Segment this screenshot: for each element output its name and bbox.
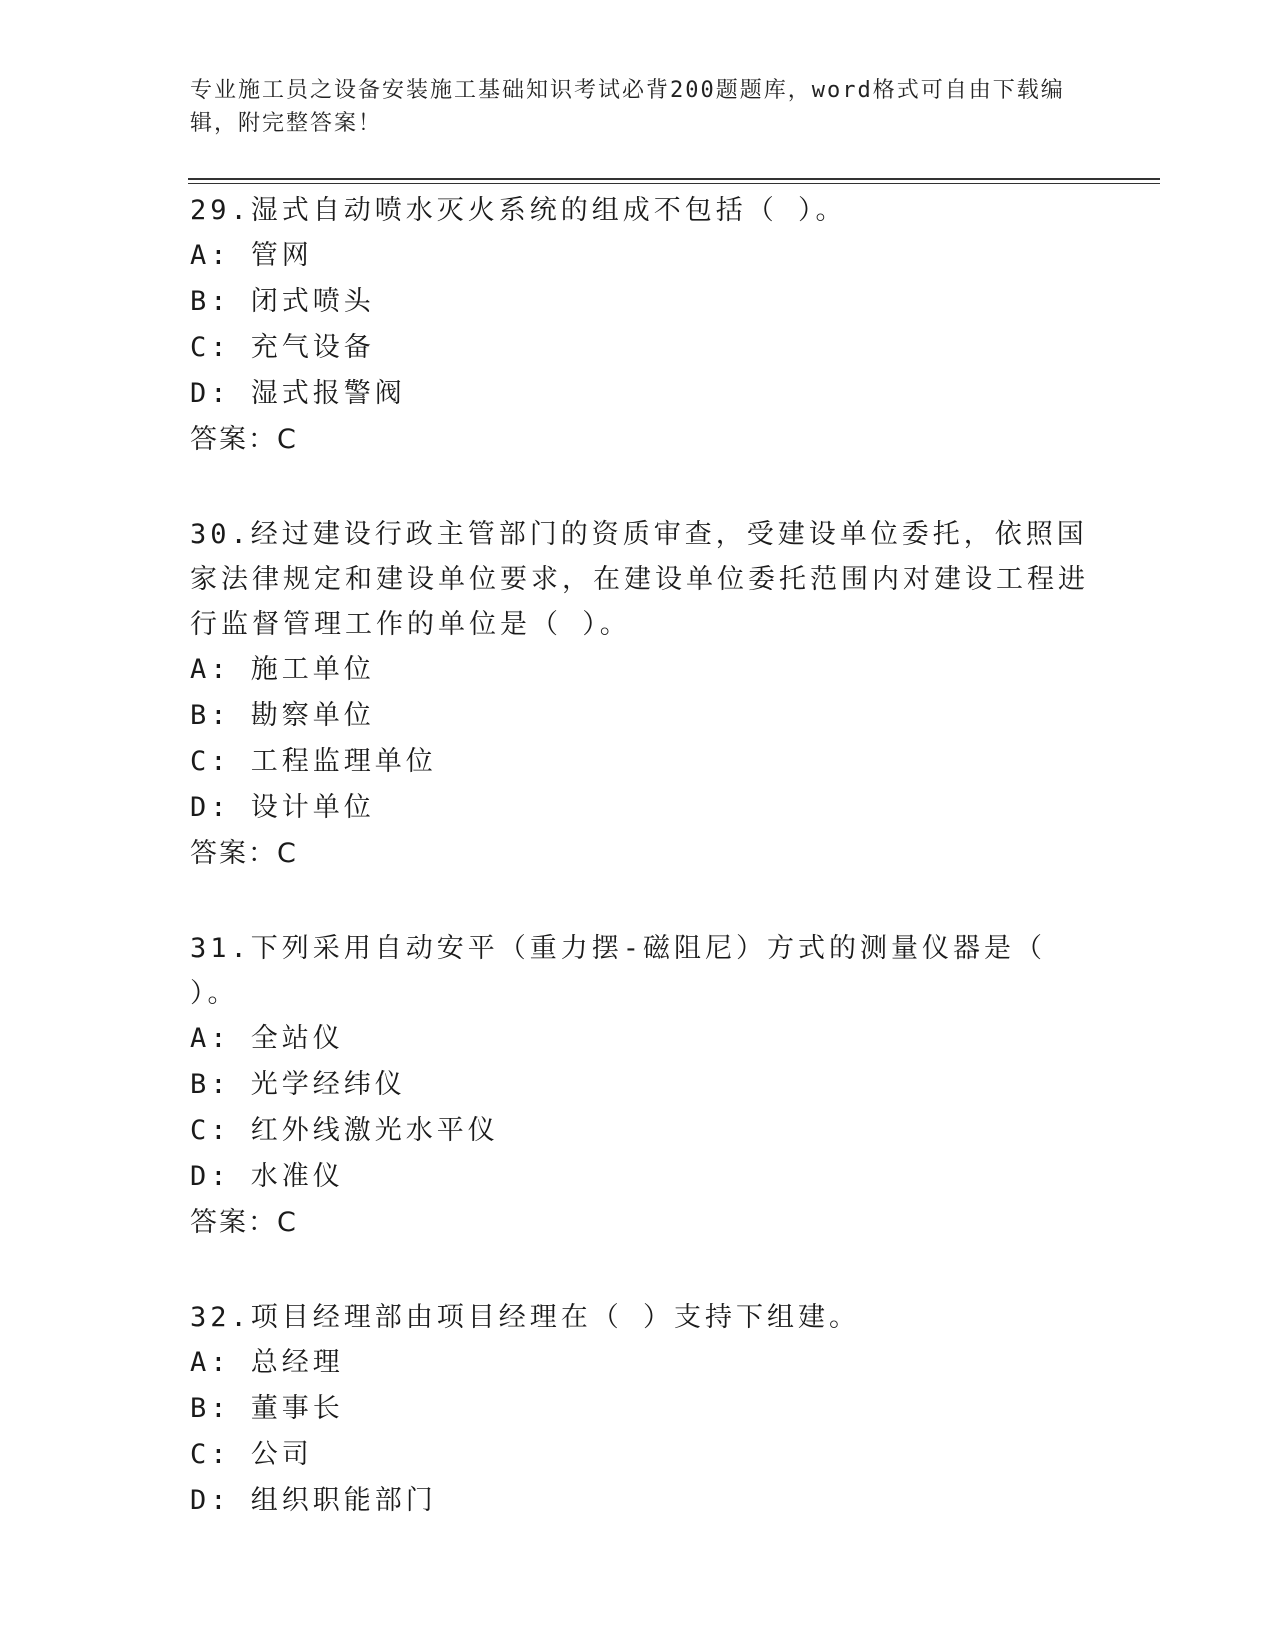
- option-d: D: 湿式报警阀: [190, 378, 406, 409]
- option-a: A: 全站仪: [190, 1023, 344, 1054]
- document-header: [190, 74, 1080, 140]
- question-text: 31.下列采用自动安平（重力摆-磁阻尼）方式的测量仪器是（ ）。: [190, 933, 1047, 1009]
- option-b: B: 董事长: [190, 1393, 344, 1424]
- option-a: A: 总经理: [190, 1347, 344, 1378]
- question-29: [190, 188, 1090, 463]
- answer: 答案：C: [190, 424, 298, 455]
- question-list: [190, 188, 1090, 1573]
- option-a: A: 施工单位: [190, 654, 375, 685]
- question-text: 30.经过建设行政主管部门的资质审查，受建设单位委托，依照国家法律规定和建设单位要求，在建设单位委托范围内对建设工程进行监督管理工作的单位是（ ）。: [190, 519, 1089, 640]
- question-text: 29.湿式自动喷水灭火系统的组成不包括（ ）。: [190, 195, 847, 226]
- option-d: D: 组织职能部门: [190, 1485, 437, 1516]
- option-c: C: 工程监理单位: [190, 746, 437, 777]
- option-c: C: 公司: [190, 1439, 313, 1470]
- option-d: D: 水准仪: [190, 1161, 344, 1192]
- question-31: [190, 926, 1090, 1246]
- option-d: D: 设计单位: [190, 792, 375, 823]
- option-b: B: 闭式喷头: [190, 286, 375, 317]
- option-a: A: 管网: [190, 240, 313, 271]
- question-text: 32.项目经理部由项目经理在（ ）支持下组建。: [190, 1302, 861, 1333]
- answer: 答案：C: [190, 838, 298, 869]
- answer: 答案：C: [190, 1207, 298, 1238]
- header-divider: [188, 178, 1160, 184]
- question-30: [190, 512, 1090, 877]
- header-title: 专业施工员之设备安装施工基础知识考试必背200题题库，word格式可自由下载编辑，附完整答案！: [190, 78, 1065, 136]
- option-c: C: 充气设备: [190, 332, 375, 363]
- option-b: B: 光学经纬仪: [190, 1069, 406, 1100]
- option-c: C: 红外线激光水平仪: [190, 1115, 499, 1146]
- question-32: [190, 1295, 1090, 1524]
- option-b: B: 勘察单位: [190, 700, 375, 731]
